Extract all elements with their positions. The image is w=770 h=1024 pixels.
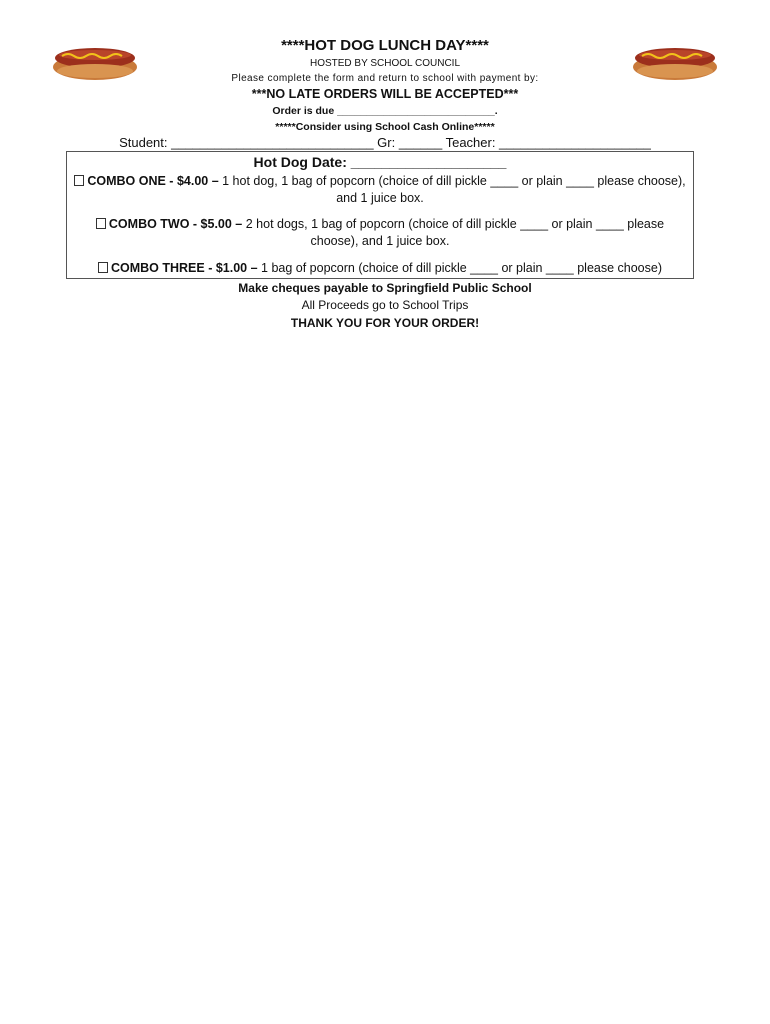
combo-one-label: COMBO ONE - $4.00 – bbox=[87, 174, 219, 188]
cash-online-note: *****Consider using School Cash Online***** bbox=[275, 121, 495, 133]
combo-one-description: 1 hot dog, 1 bag of popcorn (choice of dill pickle ____ or plain ____ please choose), bbox=[218, 174, 686, 188]
page-title: ****HOT DOG LUNCH DAY**** bbox=[281, 37, 489, 54]
no-late-notice: ***NO LATE ORDERS WILL BE ACCEPTED*** bbox=[251, 87, 519, 101]
order-due-field[interactable]: Order is due ___________________________. bbox=[272, 105, 498, 117]
combo-three-description: 1 bag of popcorn (choice of dill pickle ____ or plain ____ please choose) bbox=[257, 261, 662, 275]
order-box bbox=[66, 151, 694, 279]
combo-one-description-cont: and 1 juice box. bbox=[336, 191, 424, 205]
checkbox-icon[interactable] bbox=[98, 262, 108, 273]
hot-dog-date-field[interactable]: Hot Dog Date: ____________________ bbox=[253, 154, 507, 170]
combo-two-option[interactable] bbox=[67, 217, 693, 231]
thank-you-note: THANK YOU FOR YOUR ORDER! bbox=[290, 316, 480, 330]
combo-one-option[interactable] bbox=[67, 174, 693, 188]
proceeds-note: All Proceeds go to School Trips bbox=[301, 298, 469, 312]
student-info-fields[interactable]: Student: ____________________________ Gr: ______ Teacher: _____________________ bbox=[119, 135, 651, 150]
combo-two-description: 2 hot dogs, 1 bag of popcorn (choice of dill pickle ____ or plain ____ please bbox=[242, 217, 665, 231]
combo-two-description-cont: choose), and 1 juice box. bbox=[310, 234, 450, 248]
combo-three-label: COMBO THREE - $1.00 – bbox=[110, 261, 258, 275]
checkbox-icon[interactable] bbox=[96, 218, 106, 229]
hosted-by: HOSTED BY SCHOOL COUNCIL bbox=[309, 58, 461, 69]
checkbox-icon[interactable] bbox=[74, 175, 84, 186]
cheques-note: Make cheques payable to Springfield Public School bbox=[238, 281, 532, 295]
instructions: Please complete the form and return to school with payment by: bbox=[231, 73, 539, 84]
combo-two-label: COMBO TWO - $5.00 – bbox=[108, 217, 243, 231]
combo-three-option[interactable] bbox=[67, 261, 693, 275]
